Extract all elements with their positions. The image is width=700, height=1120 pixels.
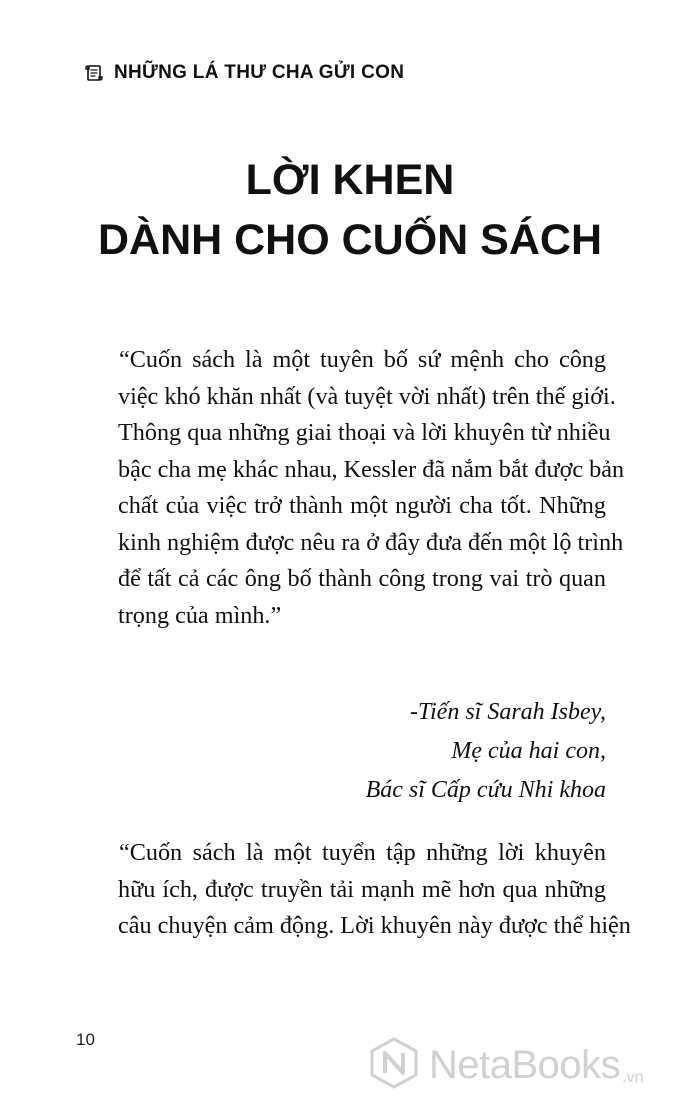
running-header <box>84 62 404 84</box>
netabooks-watermark <box>367 1036 644 1095</box>
quote-line: câu chuyện cảm động. Lời khuyên này được thể hiện <box>118 912 631 939</box>
netabooks-logo-icon <box>367 1036 421 1095</box>
chapter-title <box>0 150 700 270</box>
quote-line: chất của việc trở thành một người cha tốt. Những <box>118 492 606 519</box>
quote-line: để tất cả các ông bố thành công trong vai trò quan <box>118 565 606 592</box>
running-title: NHỮNG LÁ THƯ CHA GỬI CON <box>114 62 405 83</box>
quote-line: Thông qua những giai thoại và lời khuyên từ nhiều <box>118 419 611 446</box>
watermark-suffix: .vn <box>622 1069 644 1086</box>
quote-attribution <box>366 693 606 810</box>
scroll-icon <box>84 63 104 83</box>
quote-1 <box>118 342 625 634</box>
attribution-name: -Tiến sĩ Sarah Isbey, <box>410 699 606 725</box>
quote-2 <box>118 835 631 945</box>
chapter-title-line-2: DÀNH CHO CUỐN SÁCH <box>97 216 603 264</box>
attribution-title: Bác sĩ Cấp cứu Nhi khoa <box>365 777 606 803</box>
quote-line: bậc cha mẹ khác nhau, Kessler đã nắm bắt được bản <box>118 455 625 483</box>
quote-line: việc khó khăn nhất (và tuyệt vời nhất) trên thế giới. <box>118 382 616 410</box>
page-number: 10 <box>76 1030 95 1049</box>
quote-line: hữu ích, được truyền tải mạnh mẽ hơn qua những <box>118 875 606 903</box>
quote-line: kinh nghiệm được nêu ra ở đây đưa đến một lộ trình <box>118 528 624 556</box>
watermark-text: NetaBooks <box>429 1043 621 1087</box>
attribution-role: Mẹ của hai con, <box>451 738 606 764</box>
chapter-title-line-1: LỜI KHEN <box>245 156 455 204</box>
quote-line: “Cuốn sách là một tuyên bố sứ mệnh cho công <box>119 346 606 373</box>
quote-line: “Cuốn sách là một tuyển tập những lời khuyên <box>119 839 606 866</box>
quote-line: trọng của mình.” <box>118 601 282 629</box>
